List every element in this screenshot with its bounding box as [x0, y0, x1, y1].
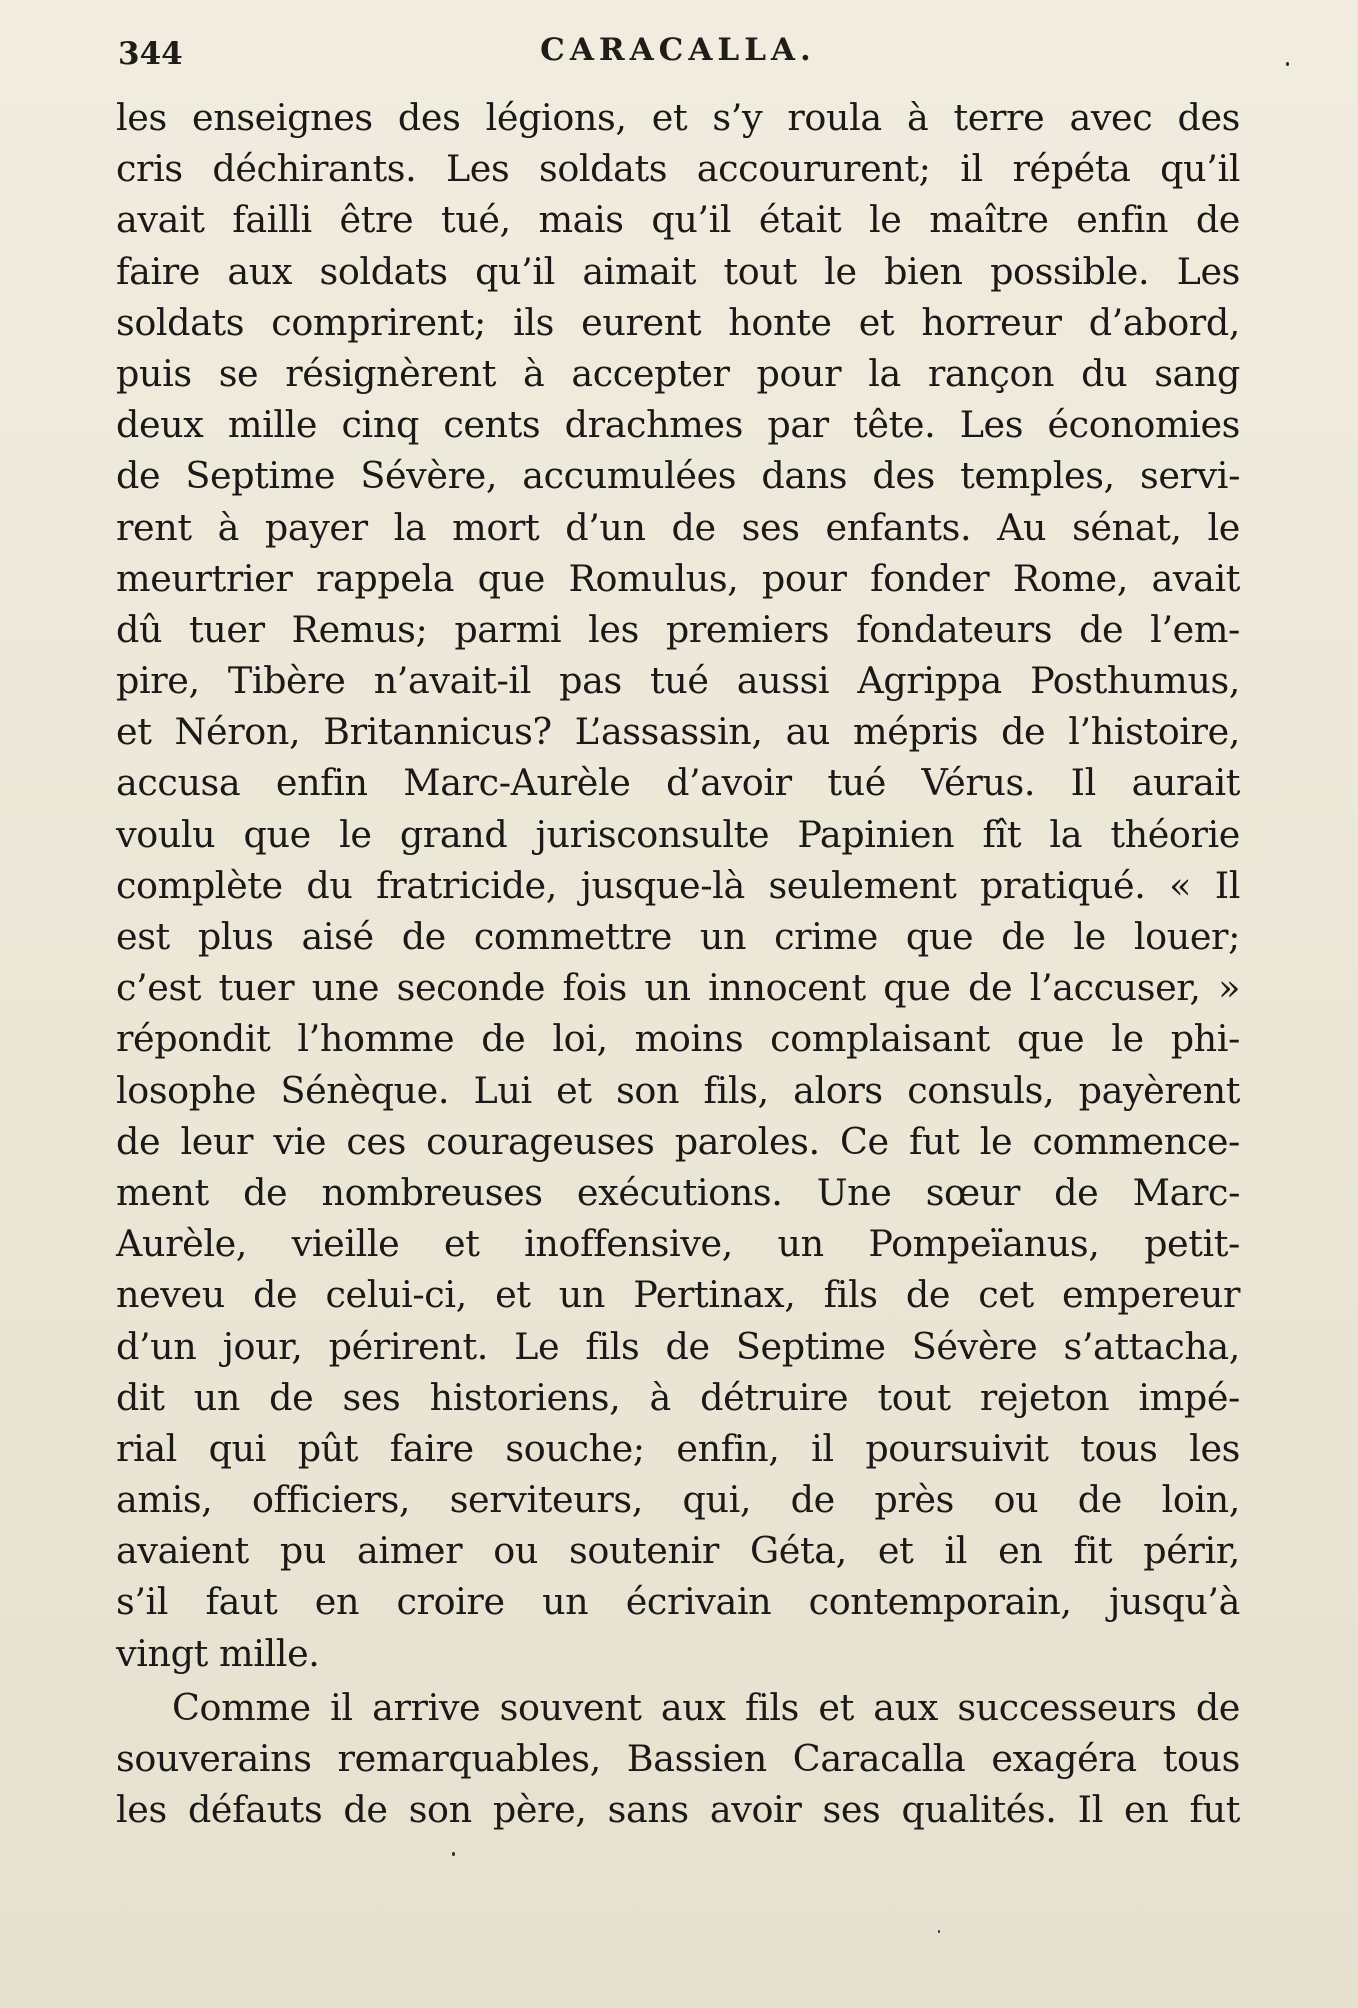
text-line: deux mille cinq cents drachmes par tête. Les économies — [116, 403, 1240, 447]
text-line: cris déchirants. Les soldats accoururent; il répéta qu’il — [116, 147, 1240, 191]
text-line: meurtrier rappela que Romulus, pour fonder Rome, avait — [116, 556, 1240, 600]
text-line: de Septime Sévère, accumulées dans des temples, servi- — [116, 454, 1240, 498]
text-line: est plus aisé de commettre un crime que de le louer; — [116, 915, 1240, 958]
text-line: voulu que le grand jurisconsulte Papinien fît la théorie — [116, 812, 1240, 856]
paragraph-1 — [116, 92, 1240, 1679]
text-line: rent à payer la mort d’un de ses enfants. Au sénat, le — [116, 505, 1240, 549]
text-line: s’il faut en croire un écrivain contemporain, jusqu’à — [116, 1580, 1240, 1624]
text-line: dit un de ses historiens, à détruire tout rejeton impé- — [116, 1375, 1240, 1419]
text-line: amis, officiers, serviteurs, qui, de près ou de loin, — [116, 1478, 1240, 1522]
paper-speck — [452, 1852, 455, 1856]
text-line: puis se résignèrent à accepter pour la rançon du sang — [116, 351, 1240, 395]
text-line: avaient pu aimer ou soutenir Géta, et il en fit périr, — [116, 1529, 1240, 1573]
text-line: ment de nombreuses exécutions. Une sœur de Marc- — [116, 1170, 1240, 1214]
text-line: répondit l’homme de loi, moins complaisant que le phi- — [116, 1017, 1240, 1061]
page-number: 344 — [118, 36, 183, 72]
text-line: complète du fratricide, jusque-là seulement pratiqué. « Il — [116, 863, 1240, 907]
paper-speck — [1286, 62, 1289, 66]
text-line: souverains remarquables, Bassien Caracalla exagéra tous — [116, 1737, 1240, 1781]
text-line: et Néron, Britannicus? L’assassin, au mépris de l’histoire, — [116, 710, 1240, 754]
text-line: d’un jour, périrent. Le fils de Septime Sévère s’attacha, — [116, 1324, 1240, 1368]
text-line: c’est tuer une seconde fois un innocent que de l’accuser, » — [116, 966, 1240, 1010]
text-line: accusa enfin Marc-Aurèle d’avoir tué Vérus. Il aurait — [116, 761, 1240, 805]
text-line: neveu de celui-ci, et un Pertinax, fils de cet empereur — [116, 1273, 1240, 1317]
text-line: Comme il arrive souvent aux fils et aux successeurs de — [172, 1686, 1240, 1729]
text-line: Aurèle, vieille et inoffensive, un Pompeïanus, petit- — [116, 1222, 1240, 1266]
paper-speck — [938, 1930, 940, 1933]
text-line: losophe Sénèque. Lui et son fils, alors consuls, payèrent — [116, 1068, 1240, 1112]
text-line: avait failli être tué, mais qu’il était le maître enfin de — [116, 198, 1240, 242]
text-line: rial qui pût faire souche; enfin, il poursuivit tous les — [116, 1426, 1240, 1470]
text-line: soldats comprirent; ils eurent honte et horreur d’abord, — [116, 300, 1240, 344]
text-line: faire aux soldats qu’il aimait tout le bien possible. Les — [116, 249, 1240, 293]
text-line: de leur vie ces courageuses paroles. Ce fut le commence- — [116, 1119, 1240, 1163]
running-head: CARACALLA. — [540, 32, 816, 68]
text-line: les enseignes des légions, et s’y roula à terre avec des — [116, 96, 1240, 139]
text-line: pire, Tibère n’avait-il pas tué aussi Agrippa Posthumus, — [116, 659, 1240, 703]
text-line: dû tuer Remus; parmi les premiers fondateurs de l’em- — [116, 607, 1240, 651]
text-line: les défauts de son père, sans avoir ses qualités. Il en fut — [116, 1788, 1240, 1832]
paragraph-2 — [116, 1682, 1240, 1836]
page-header — [118, 28, 1238, 84]
text-line: vingt mille. — [116, 1631, 320, 1675]
